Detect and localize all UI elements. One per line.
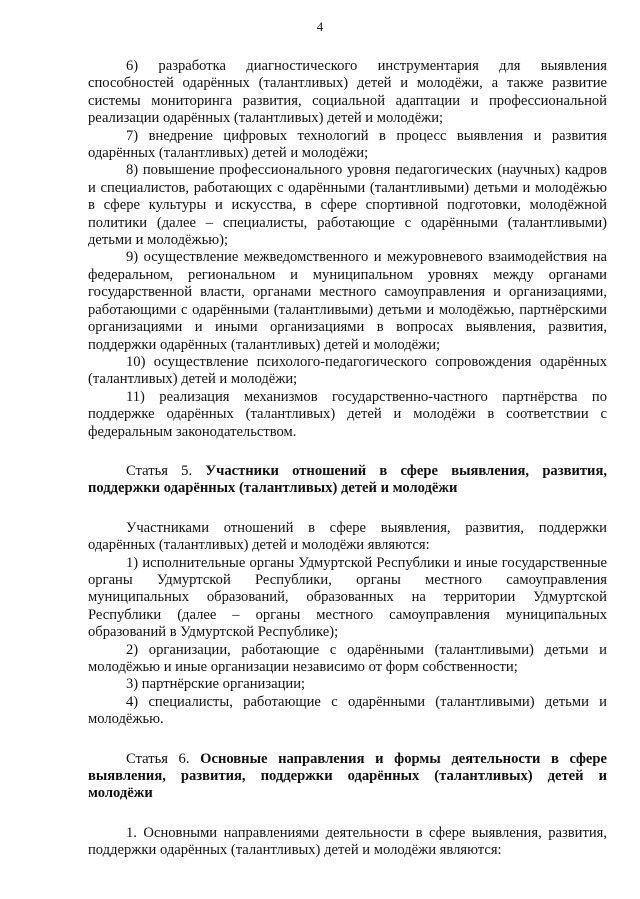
article-5-title: Участники отношений в сфере выявления, развития, поддержки одарённых (талантливых) детей и молодёжи [88,462,608,497]
list-item: 3) партнёрские организации; [126,676,306,693]
article-5-prefix: Статья 5. [126,462,206,479]
list-item: 11) реализация механизмов государственно-частного партнёрства по поддержке одарённых (талантливых) детей и молодёжи в соответствии с федеральным законодательством. [88,388,607,440]
spacer [88,498,607,520]
article-6-heading [88,751,607,803]
list-item: 9) осуществление межведомственного и межуровневого взаимодействия на федеральном, региональном и муниципальном уровнях между органами государственной власти, органами местного самоуправления и организациями, работающими с одарёнными (талантливыми) детьми и молодёжью, партнёрскими организациями и иными организациями в вопросах выявления, развития, поддержки одарённых (талантливых) детей и молодёжи; [88,249,607,353]
article-6-intro: 1. Основными направлениями деятельности в сфере выявления, развития, поддержки одарённых (талантливых) детей и молодёжи являются: [88,824,607,859]
document-body [88,58,607,860]
list-item: 7) внедрение цифровых технологий в процесс выявления и развития одарённых (талантливых) детей и молодёжи; [88,127,607,162]
article-5-intro: Участниками отношений в сфере выявления, развития, поддержки одарённых (талантливых) детей и молодёжи являются: [88,519,607,554]
list-item: 2) организации, работающие с одарёнными (талантливыми) детьми и молодёжью и иные организации независимо от форм собственности; [88,641,607,675]
list-item: 10) осуществление психолого-педагогического сопровождения одарённых (талантливых) детей и молодёжи; [88,353,607,388]
article-6-prefix: Статья 6. [126,750,201,767]
list-item: 1) исполнительные органы Удмуртской Республики и иные государственные органы Удмуртской Республики, органы местного самоуправления муниципальных образований, образованных на территории Удмуртской Республики (далее – органы местного самоуправления муниципальных образований в Удмуртской Республике); [88,554,607,641]
page-number: 4 [316,19,324,34]
spacer [88,803,607,825]
list-item: 6) разработка диагностического инструментария для выявления способностей одарённых (талантливых) детей и молодёжи, а также развитие системы мониторинга развития, социальной адаптации и профессиональной реализации одарённых (талантливых) детей и молодёжи; [88,58,607,127]
list-item: 8) повышение профессионального уровня педагогических (научных) кадров и специалистов, работающих с одарёнными (талантливыми) детьми и молодёжью в сфере культуры и искусства, в сфере спортивной подготовки, молодёжной политики (далее – специалисты, работающие с одарёнными (талантливыми) детьми и молодёжью); [88,162,607,249]
article-6-title: Основные направления и формы деятельности в сфере выявления, развития, поддержки одарённых (талантливых) детей и молодёжи [88,750,607,802]
article-5-heading [88,463,607,498]
list-item: 4) специалисты, работающие с одарёнными (талантливыми) детьми и молодёжью. [88,693,607,728]
